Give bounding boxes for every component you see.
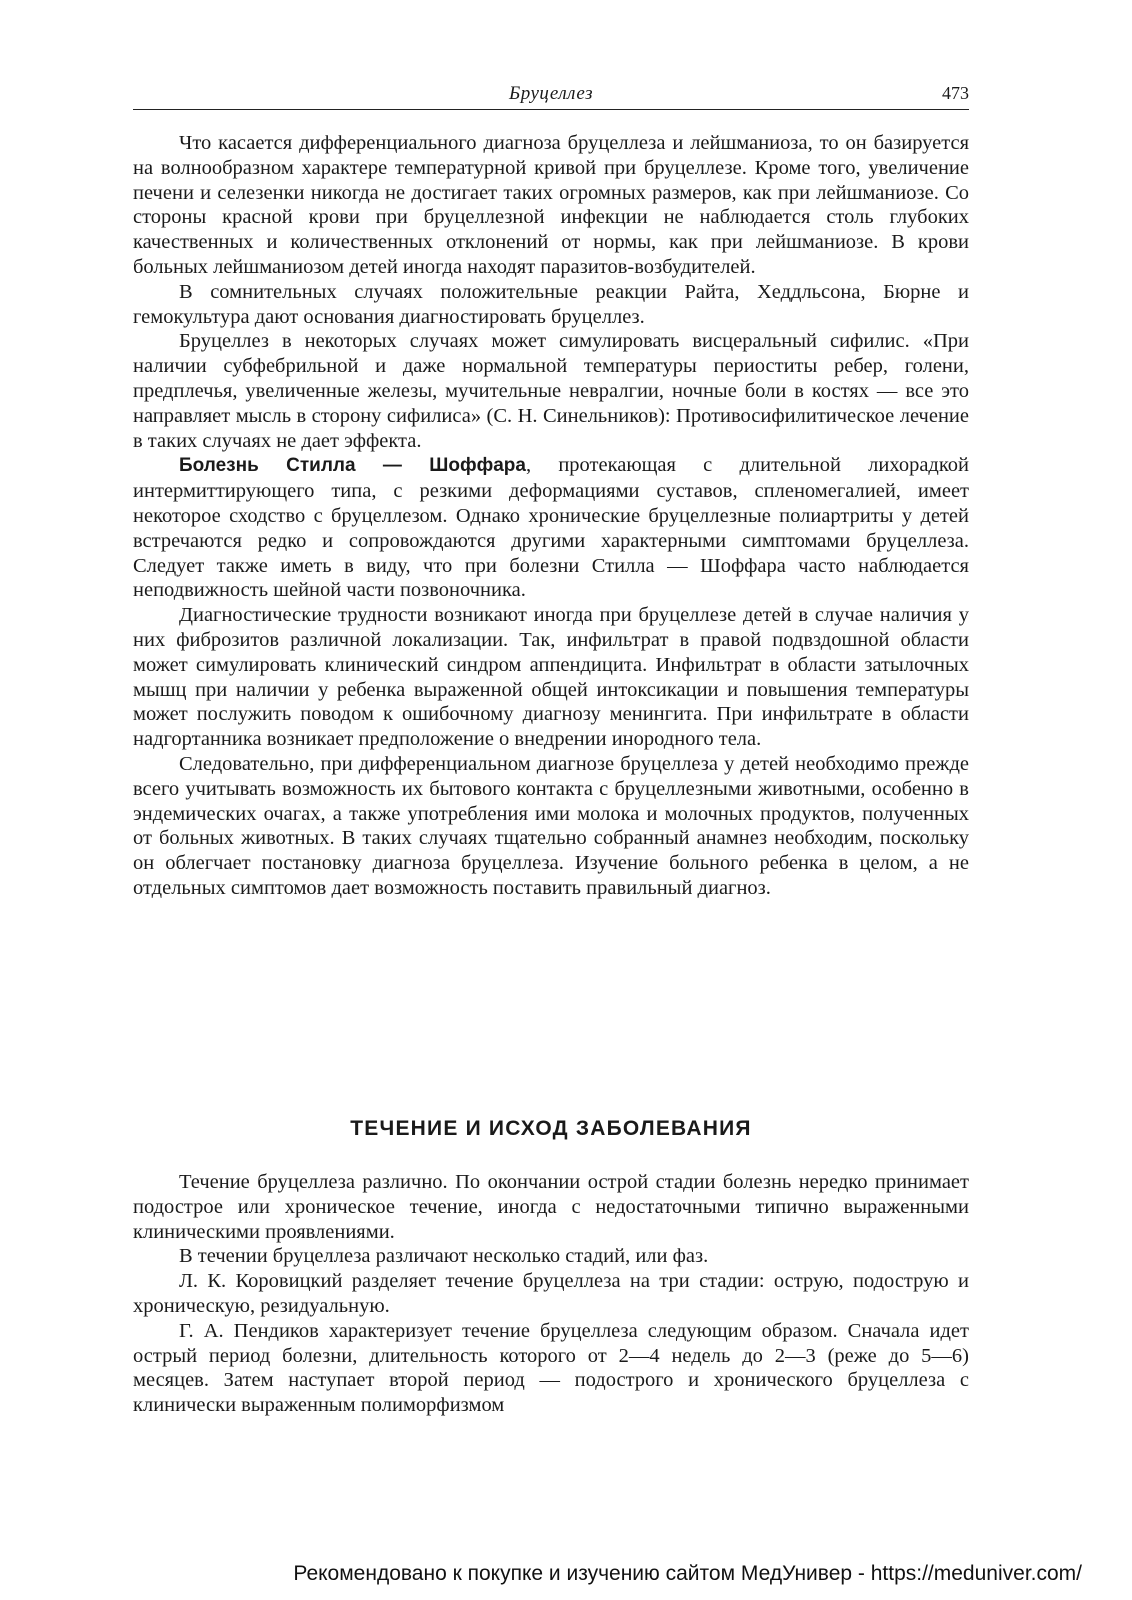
footer-watermark: Рекомендовано к покупке и изучению сайтом МедУнивер - https://meduniver.com/ bbox=[293, 1562, 1082, 1585]
paragraph: Течение бруцеллеза различно. По окончании острой стадии болезнь нередко принимает подострое или хроническое течение, иногда с недостаточными типично выраженными клиническими проявлениями. bbox=[133, 1171, 969, 1243]
paragraph: В течении бруцеллеза различают несколько стадий, или фаз. bbox=[179, 1245, 709, 1268]
paragraph: Диагностические трудности возникают иногда при бруцеллезе детей в случае наличия у них фиброзитов различной локализации. Так, инфильтрат в правой подвздошной области может симулировать клинический синдром аппендицита. Инфильтрат в области затылочных мышц при наличии у ребенка выраженной общей интоксикации и повышения температуры может послужить поводом к ошибочному диагнозу менингита. При инфильтрате в области надгортанника возникает предположение о внедрении инородного тела. bbox=[133, 604, 969, 751]
paragraph bbox=[133, 453, 969, 603]
paragraph-text: , протекающая с длительной лихорадкой интермиттирующего типа, с резкими деформациями суставов, спленомегалией, имеет некоторое сходство с бруцеллезом. Однако хронические бруцеллезные полиартриты у детей встречаются редко и сопровождаются другими характерными симптомами бруцеллеза. Следует также иметь в виду, что при болезни Стилла — Шоффара часто наблюдается неподвижность шейной части позвоночника. bbox=[133, 454, 969, 602]
section-text bbox=[133, 1170, 969, 1418]
section-heading: ТЕЧЕНИЕ И ИСХОД ЗАБОЛЕВАНИЯ bbox=[350, 1117, 752, 1140]
running-header bbox=[133, 83, 969, 110]
body-text bbox=[133, 131, 969, 901]
paragraph: Следовательно, при дифференциальном диагнозе бруцеллеза у детей необходимо прежде всего учитывать возможность их бытового контакта с бруцеллезными животными, особенно в эндемических очагах, а также употребления ими молока и молочных продуктов, полученных от больных животных. В таких случаях тщательно собранный анамнез необходим, поскольку он облегчает постановку диагноза бруцеллеза. Изучение больного ребенка в целом, а не отдельных симптомов дает возможность поставить правильный диагноз. bbox=[133, 752, 969, 899]
bold-term: Болезнь Стилла — Шоффара bbox=[179, 455, 526, 477]
page-number: 473 bbox=[942, 83, 969, 103]
running-title: Бруцеллез bbox=[509, 83, 593, 104]
paragraph: Л. К. Коровицкий разделяет течение бруцеллеза на три стадии: острую, подострую и хроническую, резидуальную. bbox=[133, 1270, 969, 1317]
paragraph: Г. А. Пендиков характеризует течение бруцеллеза следующим образом. Сначала идет острый период болезни, длительность которого от 2—4 недель до 2—3 (реже до 5—6) месяцев. Затем наступает второй период — подострого и хронического бруцеллеза с клинически выраженным полиморфизмом bbox=[133, 1319, 969, 1417]
paragraph: В сомнительных случаях положительные реакции Райта, Хеддльсона, Бюрне и гемокультура дают основания диагностировать бруцеллез. bbox=[133, 280, 969, 328]
paragraph: Что касается дифференциального диагноза бруцеллеза и лейшманиоза, то он базируется на волнообразном характере температурной кривой при бруцеллезе. Кроме того, увеличение печени и селезенки никогда не достигает таких огромных размеров, как при лейшманиозе. Со стороны красной крови при бруцеллезной инфекции не наблюдается столь глубоких качественных и количественных отклонений от нормы, как при лейшманиозе. В крови больных лейшманиозом детей иногда находят паразитов-возбудителей. bbox=[133, 132, 969, 278]
paragraph: Бруцеллез в некоторых случаях может симулировать висцеральный сифилис. «При наличии субфебрильной и даже нормальной температуры периоститы ребер, голени, предплечья, увеличенные железы, мучительные невралгии, ночные боли в костях — все это направляет мысль в сторону сифилиса» (С. Н. Синельников): Противосифилитическое лечение в таких случаях не дает эффекта. bbox=[133, 330, 969, 452]
